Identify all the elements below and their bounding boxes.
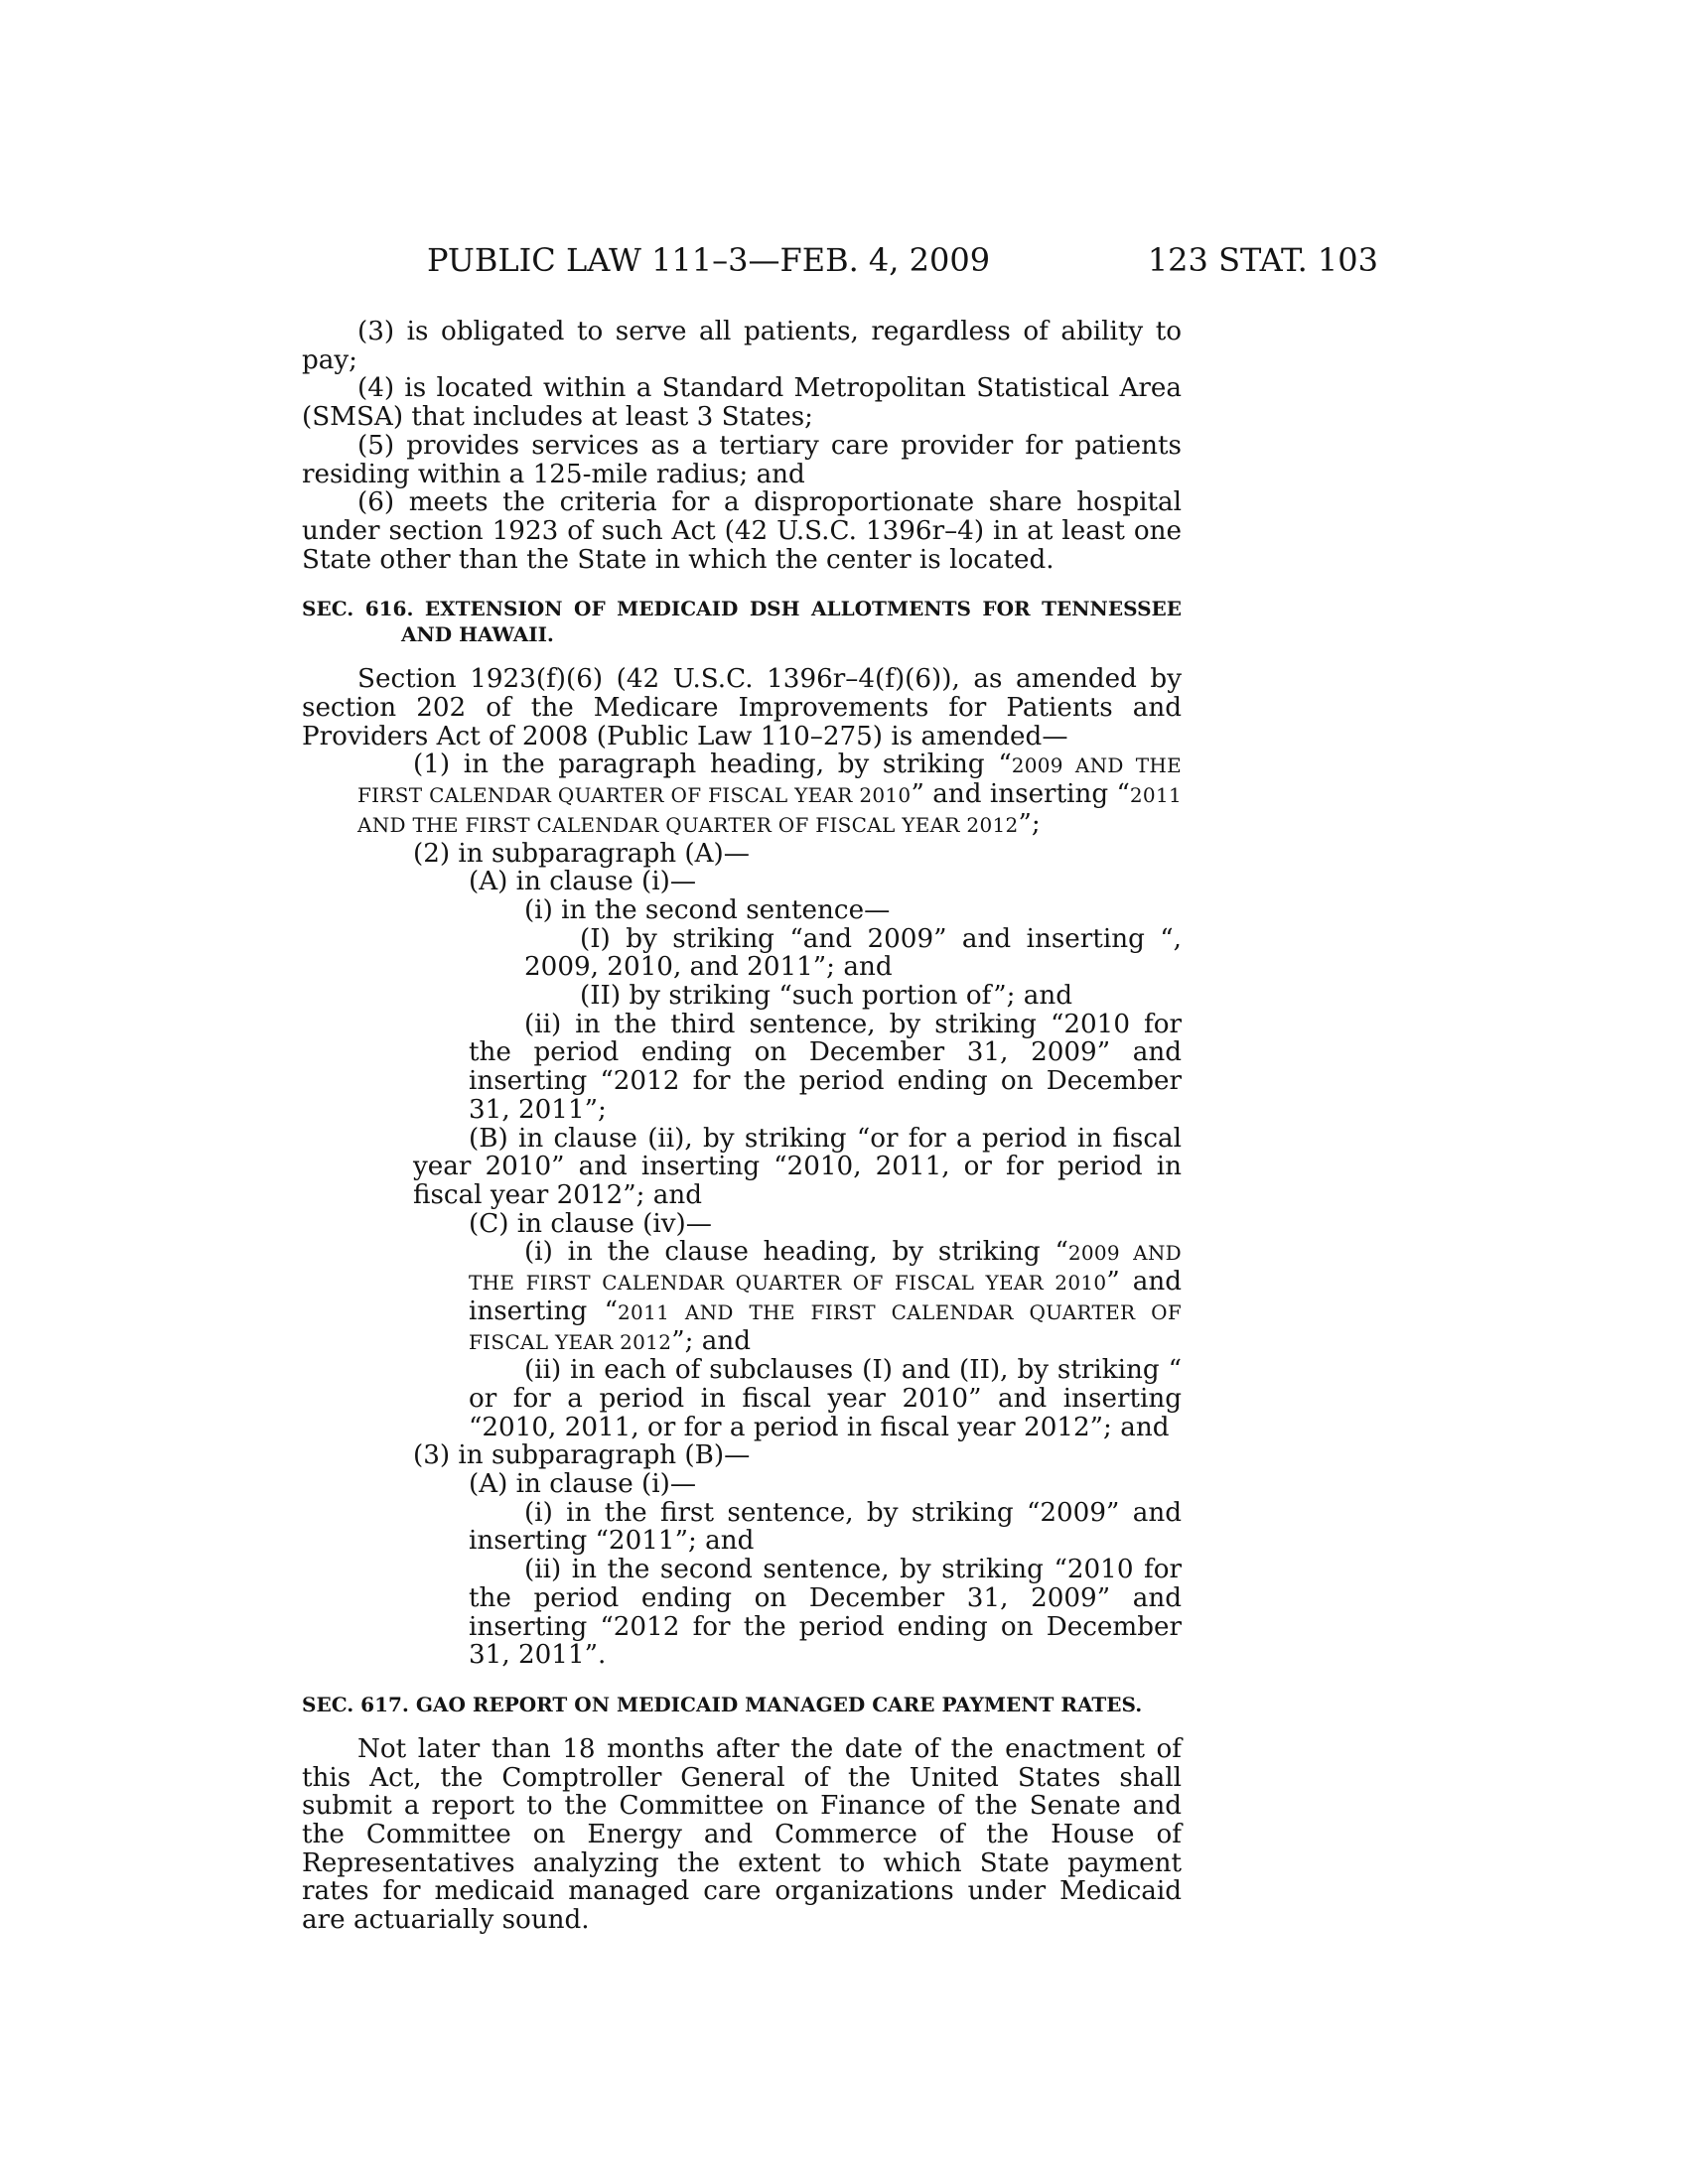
section-616-intro: Section 1923(f)(6) (42 U.S.C. 1396r–4(f)(6)), as amended by section 202 of the Medicare Improvements for Patients and Providers Act of 2008 (Public Law 110–275) is amended— — [302, 664, 1182, 751]
small-caps-text: 2009 AND THE FIRST CALENDAR QUARTER OF FISCAL YEAR 2010 — [357, 753, 1182, 808]
section-616-paragraph-1 — [302, 751, 1182, 839]
section-616-paragraph-3: (3) in subparagraph (B)— — [413, 1440, 751, 1471]
section-616-heading: SEC. 616. EXTENSION OF MEDICAID DSH ALLOTMENTS FOR TENNESSEE AND HAWAII. — [302, 597, 1182, 647]
text-run: ”; — [1018, 808, 1041, 839]
text-run: (i) in the clause heading, by striking “ — [524, 1237, 1068, 1268]
clause-2Cii: (ii) in each of subclauses (I) and (II), by striking “ or for a period in fiscal year 2010” and inserting “2010, 2011, or for a period in fiscal year 2012”; and — [469, 1355, 1182, 1442]
text-run: ”; and — [671, 1325, 752, 1356]
subparagraph-2A: (A) in clause (i)— — [469, 867, 697, 897]
clause-2Aii: (ii) in the third sentence, by striking “2010 for the period ending on December 31, 2009” and inserting “2012 for the period ending on December 31, 2011”; — [469, 1009, 1182, 1125]
page-header — [0, 240, 1688, 280]
running-head: PUBLIC LAW 111–3—FEB. 4, 2009 — [426, 241, 991, 279]
subclause-2AiI: (I) by striking “and 2009” and inserting “, 2009, 2010, and 2011”; and — [524, 923, 1182, 983]
section-617-heading: SEC. 617. GAO REPORT ON MEDICAID MANAGED CARE PAYMENT RATES. — [302, 1692, 1143, 1716]
clause-2Ai: (i) in the second sentence— — [524, 894, 891, 925]
section-617-body: Not later than 18 months after the date of the enactment of this Act, the Comptroller General of the United States shall submit a report to the Committee on Finance of the Senate and the Committee on Energy and Commerce of the House of Representatives analyzing the extent to which State payment rates for medicaid managed care organizations under Medicaid are actuarially sound. — [302, 1733, 1182, 1936]
small-caps-text: 2009 AND THE FIRST CALENDAR QUARTER OF FISCAL YEAR 2010 — [469, 1241, 1182, 1296]
clause-3Ai: (i) in the first sentence, by striking “2009” and inserting “2011”; and — [469, 1497, 1182, 1557]
document-body — [302, 318, 1182, 1935]
text-run: (1) in the paragraph heading, by striking “ — [413, 750, 1012, 780]
statute-citation: 123 STAT. 103 — [1147, 241, 1378, 279]
small-caps-text: 2011 AND THE FIRST CALENDAR QUARTER OF FISCAL YEAR 2012 — [357, 783, 1182, 837]
clause-3Aii: (ii) in the second sentence, by striking “2010 for the period ending on December 31, 2009” and inserting “2012 for the period ending on December 31, 2011”. — [469, 1555, 1182, 1671]
clause-2Ci — [302, 1238, 1182, 1356]
paragraph-4: (4) is located within a Standard Metropolitan Statistical Area (SMSA) that includes at least 3 States; — [302, 373, 1182, 433]
subparagraph-2C: (C) in clause (iv)— — [469, 1208, 712, 1239]
small-caps-text: 2011 AND THE FIRST CALENDAR QUARTER OF FISCAL YEAR 2012 — [469, 1299, 1182, 1354]
paragraph-5: (5) provides services as a tertiary care provider for patients residing within a 125-mile radius; and — [302, 430, 1182, 489]
subparagraph-2B: (B) in clause (ii), by striking “or for a period in fiscal year 2010” and inserting “2010, 2011, or for period in fiscal year 2012”; and — [413, 1123, 1182, 1210]
subparagraph-3A: (A) in clause (i)— — [469, 1469, 697, 1500]
section-616-paragraph-2: (2) in subparagraph (A)— — [413, 838, 750, 869]
paragraph-3: (3) is obligated to serve all patients, regardless of ability to pay; — [302, 317, 1182, 375]
paragraph-6: (6) meets the criteria for a disproportionate share hospital under section 1923 of such Act (42 U.S.C. 1396r–4) in at least one State other than the State in which the center is located. — [302, 487, 1182, 575]
text-run: ” and inserting “ — [469, 1267, 1182, 1326]
subclause-2AiII: (II) by striking “such portion of”; and — [580, 981, 1073, 1012]
text-run: ” and inserting “ — [911, 779, 1130, 810]
